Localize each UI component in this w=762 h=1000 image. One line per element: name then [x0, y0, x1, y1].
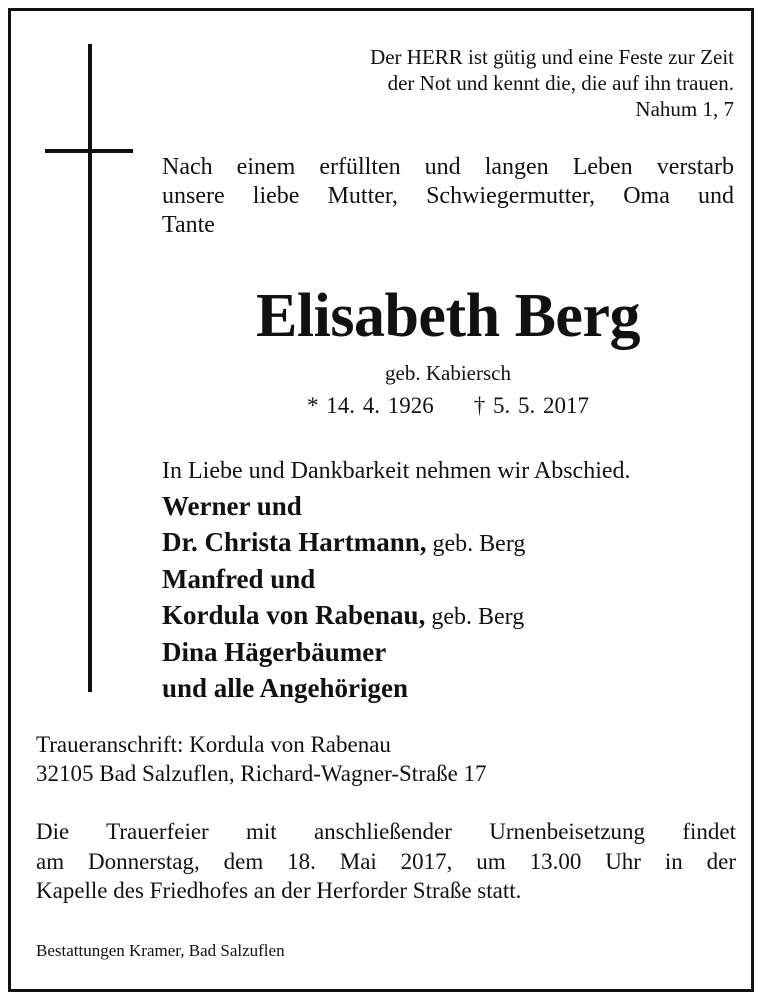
mourner-name: Kordula von Rabenau, — [162, 600, 426, 630]
mourner-suffix: geb. Berg — [425, 604, 525, 630]
ceremony-info — [36, 817, 736, 906]
maiden-name: geb. Kabiersch — [385, 361, 511, 385]
address-line-2: 32105 Bad Salzuflen, Richard-Wagner-Straße 17 — [36, 761, 487, 786]
ceremony-line-2: am Donnerstag, dem 18. Mai 2017, um 13.00 Uhr in der — [36, 848, 736, 874]
mourner-row — [162, 562, 752, 599]
mourner-name: Dr. Christa Hartmann, — [162, 527, 427, 557]
verse-line-1: Der HERR ist gütig und eine Feste zur Zeit — [370, 45, 734, 69]
mourners-block — [162, 454, 752, 708]
mourner-name: Dina Hägerbäumer — [162, 636, 387, 667]
birth-date: * 14. 4. 1926 — [307, 393, 434, 418]
mourner-row — [162, 525, 752, 562]
intro-line-1: Nach einem erfüllten und langen Leben verstarb — [162, 154, 734, 180]
life-dates — [162, 392, 734, 420]
mourning-address — [36, 730, 736, 788]
cross-icon — [88, 44, 92, 692]
verse-line-2: der Not und kennt die, die auf ihn trauen. — [387, 71, 734, 95]
cross-icon-bar — [45, 149, 133, 153]
mourner-name: Werner und — [162, 490, 302, 521]
address-line-1: Traueranschrift: Kordula von Rabenau — [36, 732, 391, 757]
intro-line-2: unsere liebe Mutter, Schwiegermutter, Oma und — [162, 183, 734, 209]
mourner-row — [162, 635, 752, 672]
funeral-home: Bestattungen Kramer, Bad Salzuflen — [36, 941, 285, 960]
ceremony-line-3: Kapelle des Friedhofes an der Herforder Straße statt. — [36, 878, 522, 903]
mourner-row — [162, 489, 752, 526]
mourner-name: und alle Angehörigen — [162, 673, 409, 703]
mourner-row — [162, 671, 752, 708]
intro-text — [162, 153, 734, 240]
ceremony-line-1: Die Trauerfeier mit anschließender Urnenbeisetzung findet — [36, 819, 736, 844]
mourner-suffix: geb. Berg — [426, 531, 526, 557]
mourner-row — [162, 598, 752, 635]
farewell-line: In Liebe und Dankbarkeit nehmen wir Abschied. — [162, 458, 631, 484]
bible-verse — [174, 44, 734, 122]
death-date: † 5. 5. 2017 — [473, 393, 589, 418]
intro-line-3: Tante — [162, 212, 215, 238]
verse-reference: Nahum 1, 7 — [635, 97, 734, 121]
mourner-name: Manfred und — [162, 563, 316, 594]
deceased-name: Elisabeth Berg — [256, 282, 640, 350]
